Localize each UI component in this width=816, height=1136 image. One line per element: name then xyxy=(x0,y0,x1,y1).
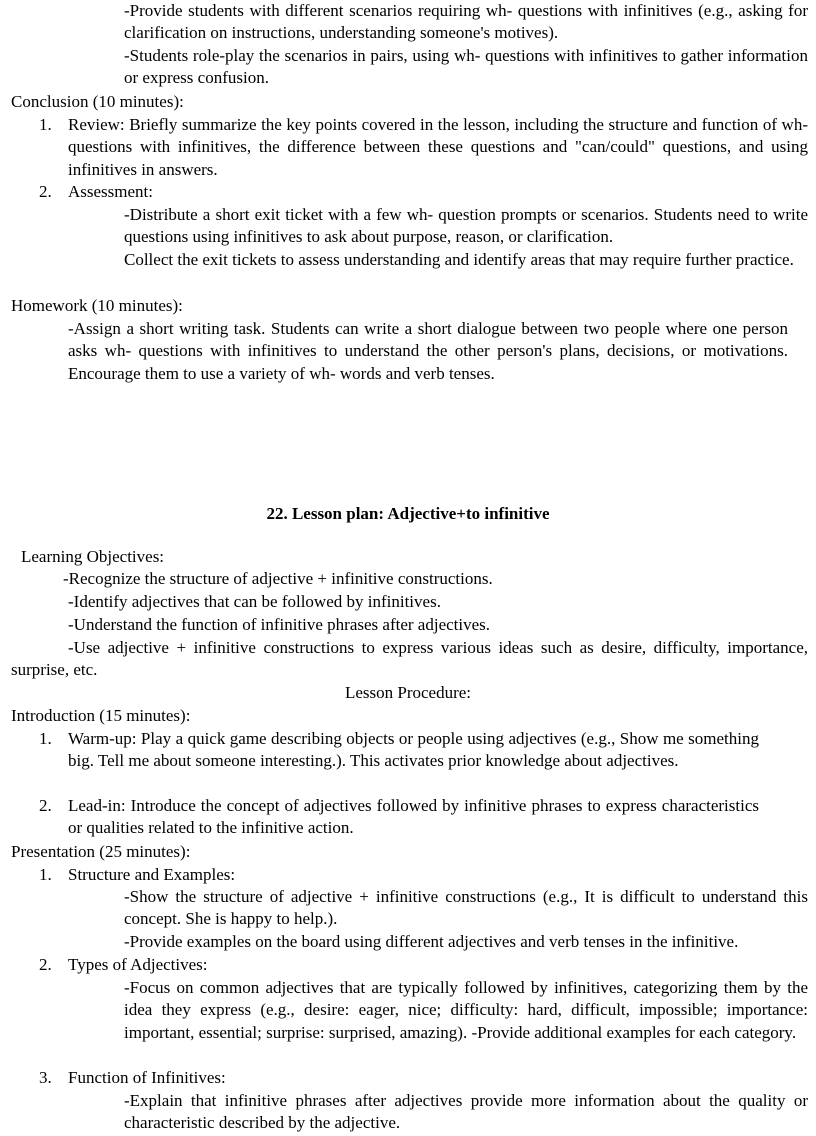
assessment-paragraph: -Distribute a short exit ticket with a few wh- question prompts or scenarios. Students need to write questions using infinitives to ask about purpose, reason, or clarification. xyxy=(124,205,808,247)
section-heading-conclusion: Conclusion (10 minutes): xyxy=(11,92,184,111)
list-text: Warm-up: Play a quick game describing objects or people using adjectives (e.g., Show me something big. Tell me about someone interesting.). This activates prior knowledge about adjectives. xyxy=(68,729,759,771)
list-number: 1. xyxy=(39,115,52,134)
objective-item: -Identify adjectives that can be followed by infinitives. xyxy=(68,592,441,611)
function-paragraph: -Explain that infinitive phrases after adjectives provide more information about the quality or characteristic described by the adjective. xyxy=(124,1091,808,1133)
section-heading-homework: Homework (10 minutes): xyxy=(11,296,183,315)
activity-paragraph: -Students role-play the scenarios in pairs, using wh- questions with infinitives to gather information or express confusion. xyxy=(124,46,808,88)
objective-item: -Recognize the structure of adjective + infinitive constructions. xyxy=(63,569,493,588)
activity-paragraph: -Provide students with different scenarios requiring wh- questions with infinitives (e.g., asking for clarification on instructions, understanding someone's motives). xyxy=(124,1,808,43)
objective-item: -Use adjective + infinitive constructions to express various ideas such as desire, difficulty, importance, surprise, etc. xyxy=(11,638,808,680)
list-text: Structure and Examples: xyxy=(68,865,236,884)
types-paragraph: -Focus on common adjectives that are typically followed by infinitives, categorizing them by the idea they express (e.g., desire: eager, nice; difficulty: hard, difficult, impossible; importance: important, essential; surprise: surprised, amazing). -Provide additional examples for each category. xyxy=(124,978,808,1042)
list-number: 1. xyxy=(39,729,52,748)
objectives-heading: Learning Objectives: xyxy=(21,547,165,566)
list-text: Function of Infinitives: xyxy=(68,1068,226,1087)
list-text: Types of Adjectives: xyxy=(68,955,208,974)
structure-paragraph: -Provide examples on the board using different adjectives and verb tenses in the infinitive. xyxy=(124,932,739,951)
section-heading-introduction: Introduction (15 minutes): xyxy=(11,706,191,725)
lesson-title: 22. Lesson plan: Adjective+to infinitive xyxy=(266,504,550,523)
list-number: 2. xyxy=(39,796,52,815)
list-number: 1. xyxy=(39,865,52,884)
structure-paragraph: -Show the structure of adjective + infinitive constructions (e.g., It is difficult to understand this concept. She is happy to help.). xyxy=(124,887,808,929)
homework-paragraph: -Assign a short writing task. Students can write a short dialogue between two people where one person asks wh- questions with infinitives to understand the other person's plans, decisions, or motivations. Encourage them to use a variety of wh- words and verb tenses. xyxy=(68,319,788,383)
list-number: 2. xyxy=(39,182,52,201)
assessment-paragraph: Collect the exit tickets to assess understanding and identify areas that may require further practice. xyxy=(124,250,794,269)
list-text: Assessment: xyxy=(68,182,153,201)
procedure-heading: Lesson Procedure: xyxy=(344,683,472,702)
list-text: Review: Briefly summarize the key points covered in the lesson, including the structure and function of wh- questions with infinitives, the difference between these questions and "can/could" questions, and using infinitives in answers. xyxy=(68,115,808,179)
list-number: 2. xyxy=(39,955,52,974)
objective-item: -Understand the function of infinitive phrases after adjectives. xyxy=(68,615,491,634)
list-number: 3. xyxy=(39,1068,52,1087)
list-text: Lead-in: Introduce the concept of adjectives followed by infinitive phrases to express characteristics or qualities related to the infinitive action. xyxy=(68,796,759,838)
section-heading-presentation: Presentation (25 minutes): xyxy=(11,842,191,861)
